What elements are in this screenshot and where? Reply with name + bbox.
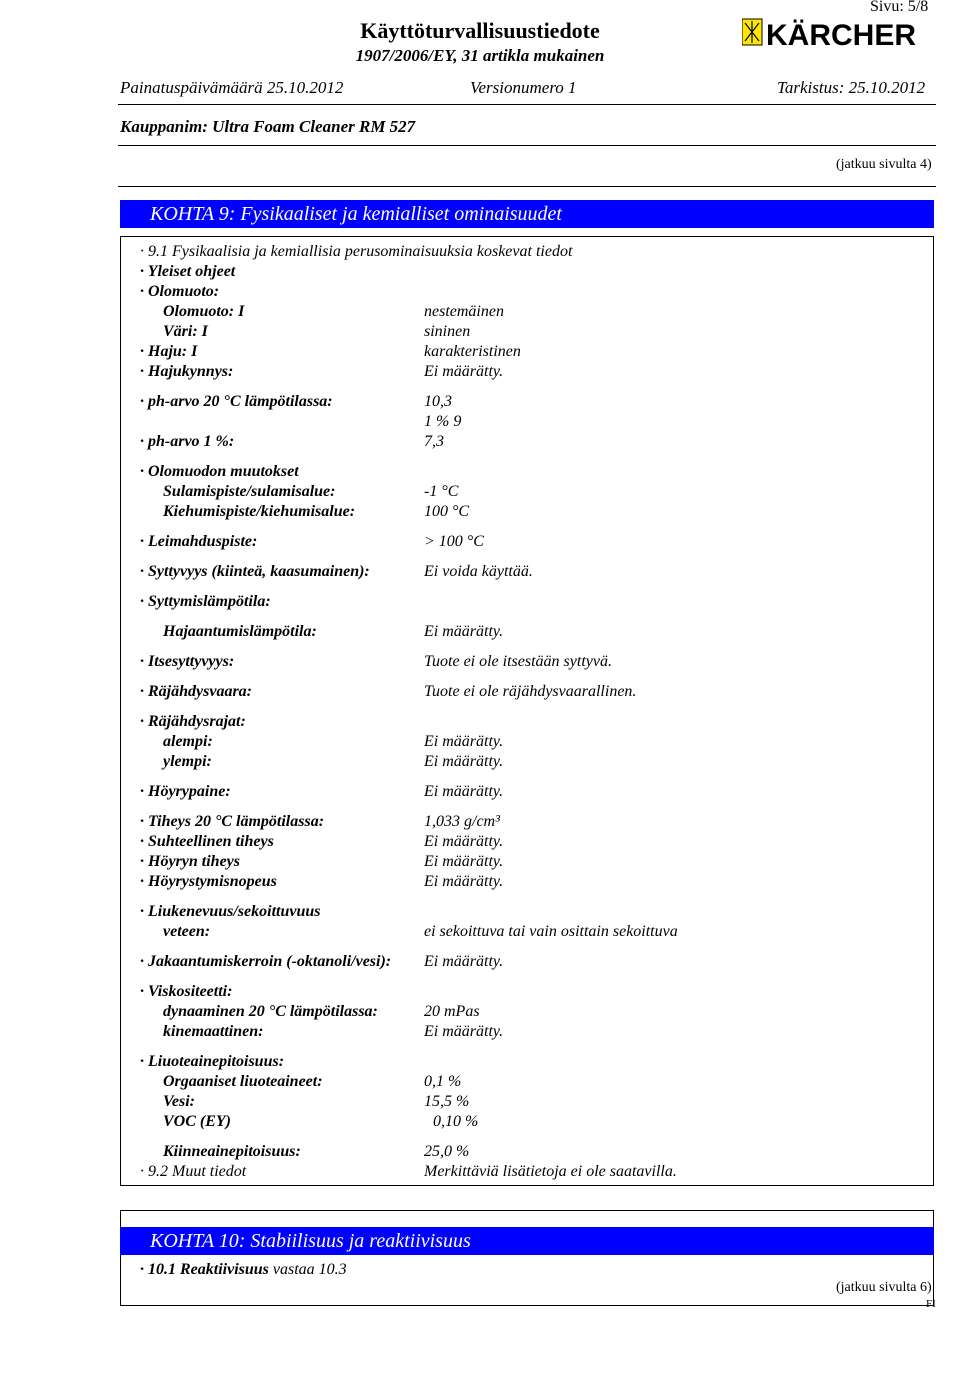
property-label: · Räjähdysrajat:	[140, 713, 246, 730]
property-value: nestemäinen	[424, 303, 504, 320]
property-label: · 9.2 Muut tiedot	[140, 1163, 247, 1180]
property-value: Ei määrätty.	[424, 623, 504, 640]
property-label: kinemaattinen:	[163, 1023, 264, 1040]
property-label: Kiinneainepitoisuus:	[163, 1143, 301, 1160]
property-value: 1 % 9	[424, 413, 462, 430]
property-label: Väri: I	[163, 323, 208, 340]
property-value: 1,033 g/cm³	[424, 813, 500, 830]
property-label: Vesi:	[163, 1093, 195, 1110]
property-label: · Syttymislämpötila:	[140, 593, 271, 610]
property-value: ei sekoittuva tai vain osittain sekoittuva	[424, 923, 678, 940]
property-label: · ph-arvo 1 %:	[140, 433, 235, 450]
section-divider	[118, 186, 936, 187]
karcher-logo	[742, 17, 948, 56]
property-value: 7,3	[424, 433, 444, 450]
property-label: · 9.1 Fysikaalisia ja kemiallisia perusominaisuuksia koskevat tiedot	[140, 243, 573, 260]
regulation-subtitle: 1907/2006/EY, 31 artikla mukainen	[355, 46, 605, 65]
section9-banner: KOHTA 9: Fysikaaliset ja kemialliset ominaisuudet	[120, 200, 934, 228]
property-label: · Syttyvyys (kiinteä, kaasumainen):	[140, 563, 370, 580]
property-value: Tuote ei ole räjähdysvaarallinen.	[424, 683, 637, 700]
property-value: Ei määrätty.	[424, 733, 504, 750]
property-label: · Räjähdysvaara:	[140, 683, 252, 700]
property-label: · ph-arvo 20 °C lämpötilassa:	[140, 393, 333, 410]
property-label: · Höyryn tiheys	[140, 853, 240, 870]
property-label: · Suhteellinen tiheys	[140, 833, 274, 850]
property-value: Tuote ei ole itsestään syttyvä.	[424, 653, 612, 670]
property-value: 10,3	[424, 393, 452, 410]
property-label: · Haju: I	[140, 343, 198, 360]
svg-text:KÄRCHER: KÄRCHER	[766, 19, 916, 51]
property-label: · Yleiset ohjeet	[140, 263, 236, 280]
footer-divider	[120, 1305, 934, 1306]
property-value: karakteristinen	[424, 343, 521, 360]
property-label: · Jakaantumiskerroin (-oktanoli/vesi):	[140, 953, 392, 970]
section10-item-label: · 10.1 Reaktiivisuus	[140, 1261, 269, 1278]
property-value: Ei määrätty.	[424, 853, 504, 870]
document-title: Käyttöturvallisuustiedote	[360, 18, 600, 43]
header-divider	[118, 104, 936, 105]
page-number: Sivu: 5/8	[870, 0, 929, 15]
property-label: Hajaantumislämpötila:	[163, 623, 317, 640]
section9-box	[120, 236, 934, 1186]
property-value: Ei määrätty.	[424, 783, 504, 800]
product-name: Kauppanim: Ultra Foam Cleaner RM 527	[120, 117, 416, 136]
property-label: · Liuoteainepitoisuus:	[140, 1053, 285, 1070]
property-value: 25,0 %	[424, 1143, 470, 1160]
property-label: · Olomuodon muutokset	[140, 463, 299, 480]
language-code: FI	[926, 1298, 936, 1310]
property-value: Ei voida käyttää.	[424, 563, 533, 580]
property-value: 100 °C	[424, 503, 470, 520]
property-label: Sulamispiste/sulamisalue:	[163, 483, 336, 500]
property-label: · Itsesyttyvyys:	[140, 653, 235, 670]
version-number: Versionumero 1	[470, 78, 577, 97]
property-label: Kiehumispiste/kiehumisalue:	[163, 503, 356, 520]
section10-item-text: vastaa 10.3	[272, 1261, 347, 1278]
property-value: Ei määrätty.	[424, 953, 504, 970]
property-value: Ei määrätty.	[424, 1023, 504, 1040]
property-value: -1 °C	[424, 483, 459, 500]
property-label: Orgaaniset liuoteaineet:	[163, 1073, 323, 1090]
property-label: · Viskositeetti:	[140, 983, 233, 1000]
property-value: > 100 °C	[424, 533, 484, 550]
property-value: Ei määrätty.	[424, 833, 504, 850]
property-value: Merkittäviä lisätietoja ei ole saatavilla.	[424, 1163, 677, 1180]
property-label: · Tiheys 20 °C lämpötilassa:	[140, 813, 325, 830]
property-value: 0,10 %	[433, 1113, 479, 1130]
property-value: sininen	[424, 323, 471, 340]
property-label: VOC (EY)	[163, 1113, 231, 1130]
section10-box	[120, 1210, 934, 1306]
property-value: Ei määrätty.	[424, 873, 504, 890]
property-value: 20 mPas	[424, 1003, 480, 1020]
section10-item	[140, 1261, 347, 1279]
revision-date: Tarkistus: 25.10.2012	[777, 78, 926, 97]
property-label: veteen:	[163, 923, 211, 940]
print-date: Painatuspäivämäärä 25.10.2012	[120, 78, 344, 97]
property-label: · Leimahduspiste:	[140, 533, 258, 550]
continued-to: (jatkuu sivulta 6)	[836, 1280, 932, 1295]
property-label: · Olomuoto:	[140, 283, 220, 300]
property-label: dynaaminen 20 °C lämpötilassa:	[163, 1003, 378, 1020]
product-divider	[118, 145, 936, 146]
property-value: Ei määrätty.	[424, 753, 504, 770]
property-label: alempi:	[163, 733, 213, 750]
property-label: Olomuoto: I	[163, 303, 245, 320]
property-value: 0,1 %	[424, 1073, 462, 1090]
property-label: · Höyrystymisnopeus	[140, 873, 277, 890]
section10-banner: KOHTA 10: Stabiilisuus ja reaktiivisuus	[120, 1227, 934, 1255]
property-label: · Höyrypaine:	[140, 783, 231, 800]
property-label: · Hajukynnys:	[140, 363, 234, 380]
property-value: 15,5 %	[424, 1093, 470, 1110]
property-label: · Liukenevuus/sekoittuvuus	[140, 903, 321, 920]
property-value: Ei määrätty.	[424, 363, 504, 380]
continued-from: (jatkuu sivulta 4)	[836, 157, 932, 172]
property-label: ylempi:	[163, 753, 212, 770]
